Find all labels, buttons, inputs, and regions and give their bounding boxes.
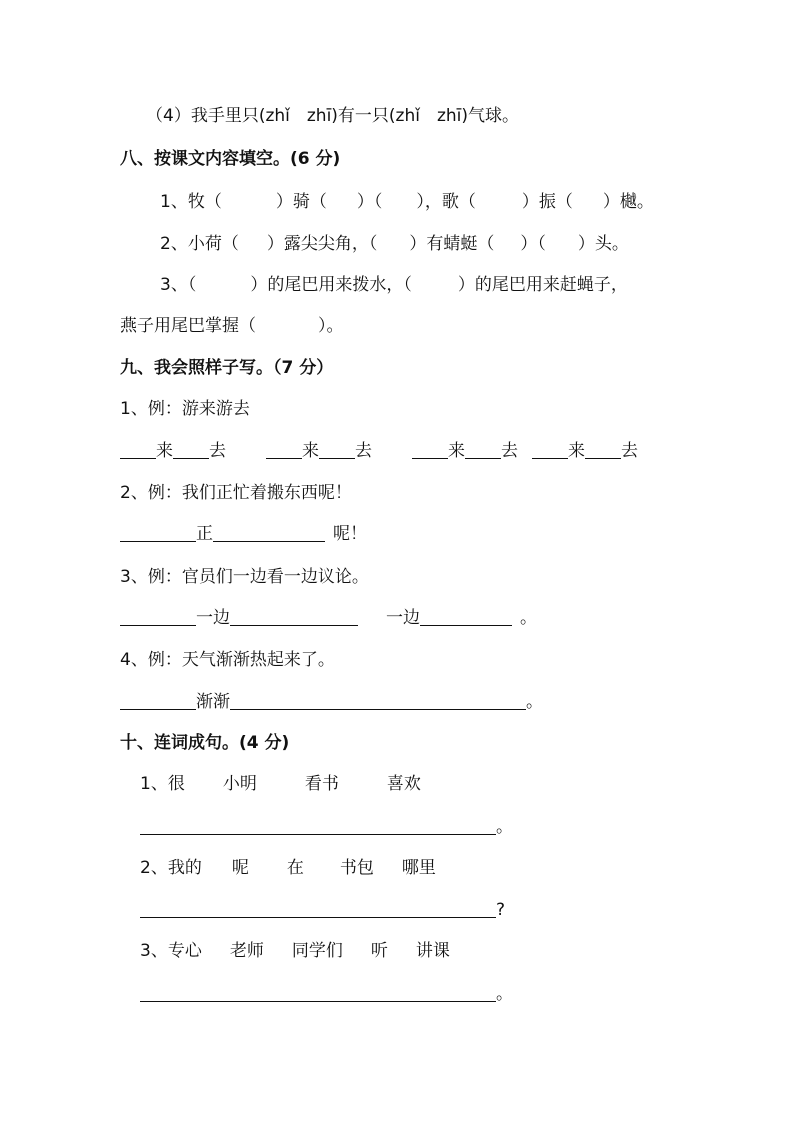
word: 喜欢 [386,774,421,794]
text-seg: ）露尖尖角，（ [266,234,378,254]
s10-answer-2 [140,898,505,922]
fixed-word: 渐渐 [196,692,230,712]
fixed-word: 正 [196,524,213,544]
section-10-title: 十、连词成句。(4 分) [120,733,290,753]
answer-blank[interactable] [585,440,621,459]
answer-blank[interactable] [230,607,358,626]
word: 小明 [222,774,257,794]
word: 呢 [231,858,249,878]
fixed-char: 来 [568,441,585,461]
answer-blank[interactable] [120,523,196,542]
s10-item-2 [140,856,436,880]
word: 书包 [339,858,374,878]
q-item-4: （4）我手里只(zhǐ zhī)有一只(zhǐ zhī)气球。 [146,106,520,126]
fixed-punct: ? [496,900,506,920]
fixed-char: 去 [209,441,226,461]
text-seg: ），歌（ [416,192,476,212]
s10-answer-1 [140,815,513,839]
word: 听 [370,941,388,961]
word: 讲课 [415,941,450,961]
s9-answer-2 [120,522,367,546]
answer-blank[interactable] [319,440,355,459]
fixed-char: 来 [156,441,173,461]
answer-blank[interactable] [266,440,302,459]
word: 老师 [229,941,264,961]
s8-item-3 [160,273,628,297]
text-seg: 2、小荷（ [160,234,239,254]
answer-blank[interactable] [173,440,209,459]
section-8-title: 八、按课文内容填空。(6 分) [120,149,341,169]
answer-blank[interactable] [420,607,512,626]
s9-example-1: 1、例：游来游去 [120,399,250,419]
s9-example-3: 3、例：官员们一边看一边议论。 [120,567,369,587]
answer-blank[interactable] [120,691,196,710]
fixed-char: 来 [302,441,319,461]
fixed-char: 去 [501,441,518,461]
text-seg: ）。 [318,316,344,336]
text-seg: ）振（ [521,192,573,212]
text-seg: ）（ [356,192,383,212]
fixed-char: 去 [621,441,638,461]
s9-answer-4 [120,690,543,714]
fixed-word: 一边 [386,608,420,628]
text-seg: ）骑（ [275,192,327,212]
answer-blank[interactable] [213,523,325,542]
fixed-char: 去 [355,441,372,461]
text-seg: ）头。 [577,234,629,254]
s9-example-2: 2、例：我们正忙着搬东西呢！ [120,483,352,503]
word: 看书 [304,774,339,794]
fixed-punct: 。 [520,608,537,628]
text-seg: ）（ [520,234,546,254]
word: 1、很 [140,774,185,794]
answer-blank[interactable] [140,816,496,835]
text-seg: 燕子用尾巴掌握（ [120,316,256,336]
s9-answer-3 [120,606,537,630]
text-seg: ）的尾巴用来拨水，（ [250,275,412,295]
s9-answer-1 [120,439,638,463]
fixed-punct: 。 [496,817,513,837]
s9-example-4: 4、例：天气渐渐热起来了。 [120,650,335,670]
word: 哪里 [401,858,436,878]
fixed-punct: 。 [496,984,513,1004]
answer-blank[interactable] [230,691,526,710]
text-seg: ）有蜻蜓（ [409,234,495,254]
answer-blank[interactable] [140,899,496,918]
answer-blank[interactable] [120,440,156,459]
word: 2、我的 [140,858,202,878]
fixed-char: 来 [448,441,465,461]
answer-blank[interactable] [412,440,448,459]
answer-blank[interactable] [532,440,568,459]
section-9-title: 九、我会照样子写。（7 分） [120,358,334,378]
s8-item-2 [160,232,629,256]
s10-answer-3 [140,982,513,1006]
word: 在 [286,858,304,878]
text-seg: ）樾。 [602,192,654,212]
answer-blank[interactable] [140,983,496,1002]
text-seg: ）的尾巴用来赶蝇子， [457,275,628,295]
fixed-punct: 。 [526,692,543,712]
text-seg: 3、（ [160,275,197,295]
s10-item-1 [140,772,421,796]
answer-blank[interactable] [465,440,501,459]
fixed-word: 一边 [196,608,230,628]
s8-item-1 [160,190,654,214]
s10-item-3 [140,939,450,963]
answer-blank[interactable] [120,607,196,626]
word: 3、专心 [140,941,202,961]
text-seg: 1、牧（ [160,192,222,212]
fixed-word: 呢！ [333,524,367,544]
s8-item-3-cont [120,314,344,338]
word: 同学们 [291,941,343,961]
